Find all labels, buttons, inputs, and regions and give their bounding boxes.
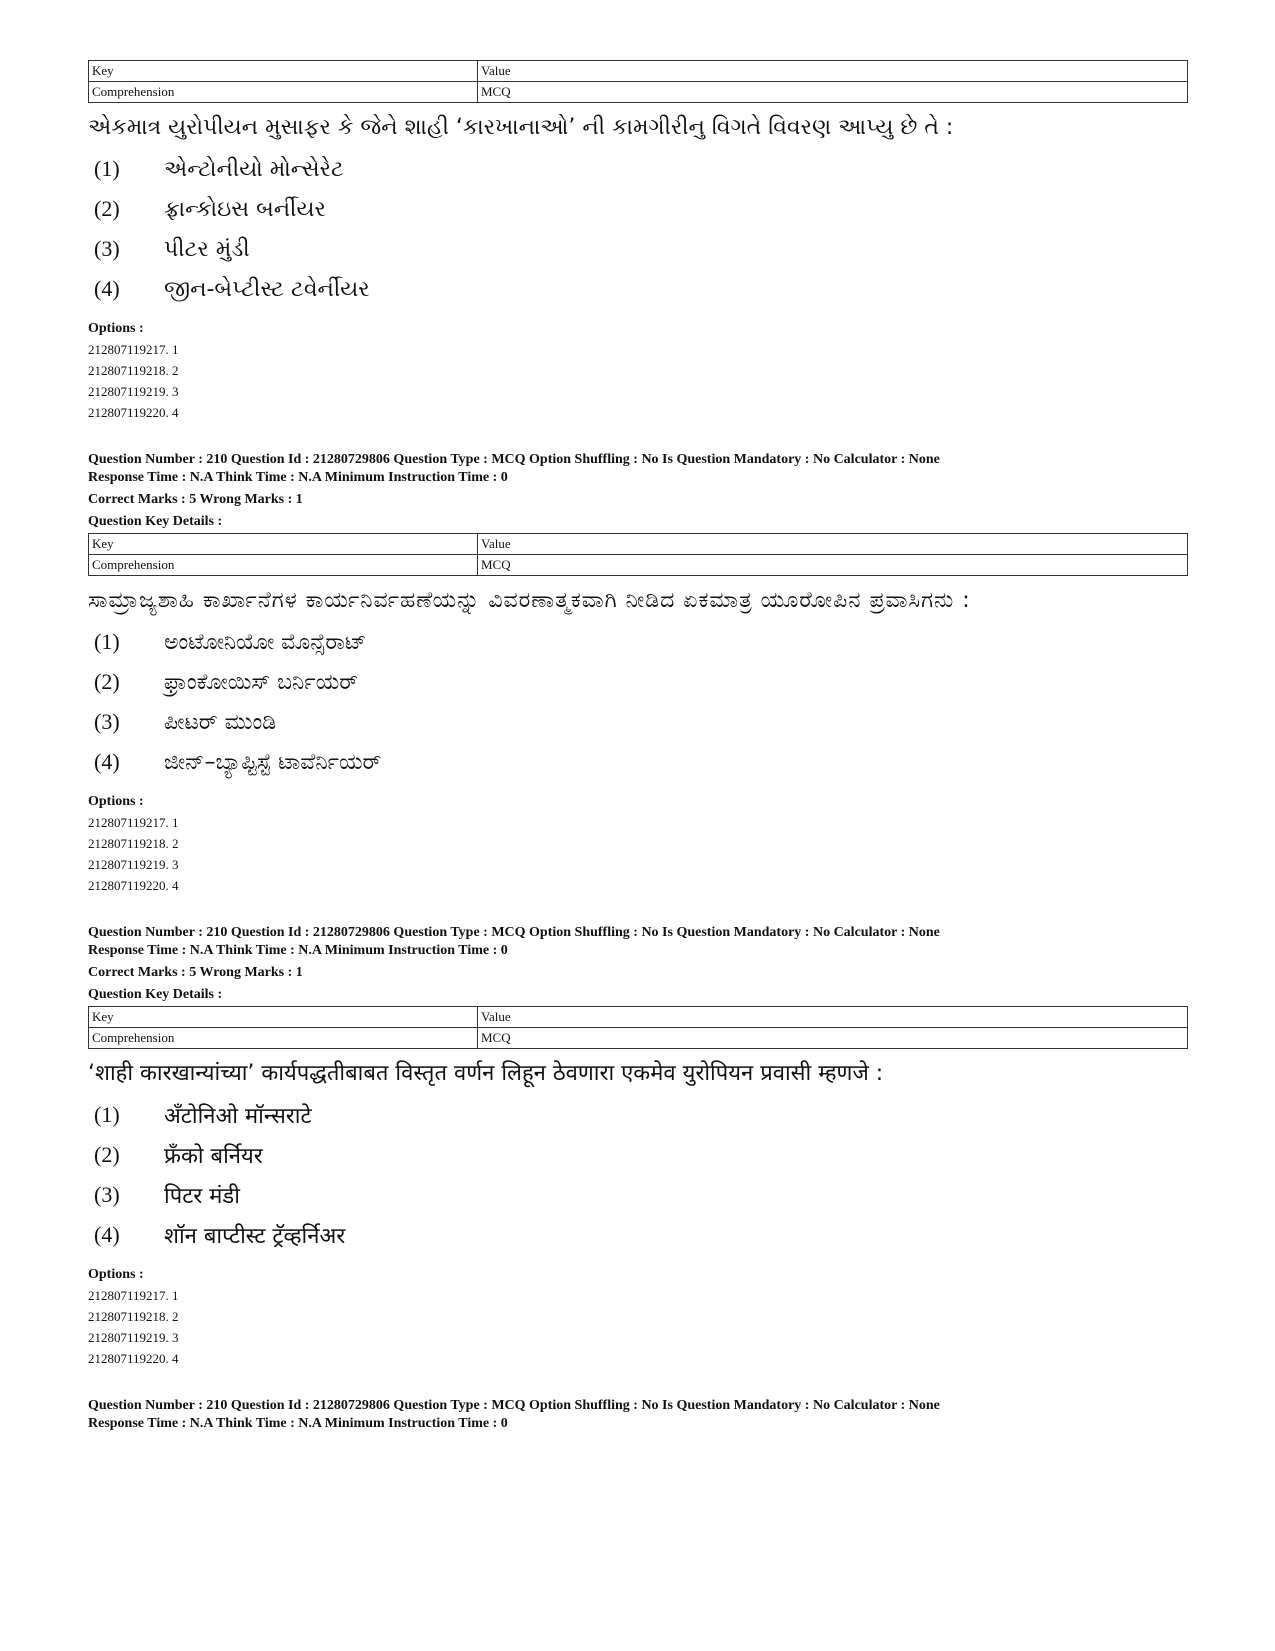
response-time: Response Time : N.A Think Time : N.A Minimum Instruction Time : 0 [88,470,508,485]
option-text: ಅಂಟೋನಿಯೋ ಮೊನ್ಸೆರಾಟ್ [164,629,367,655]
key-cell: Comprehension [89,1028,478,1049]
value-cell: MCQ [478,1028,1188,1049]
option-number: (2) [94,669,120,694]
question-section-3 [88,924,1188,1369]
table-header-row [89,534,1188,555]
answer-options [88,149,1188,309]
option-number: (2) [94,196,120,221]
answer-option [88,269,1188,309]
value-header-cell: Value [478,1007,1188,1028]
option-id: 212807119219. 3 [88,384,179,399]
key-value-table [88,533,1188,576]
answer-option [88,1095,1188,1135]
answer-option [88,1135,1188,1175]
option-text: ಫ್ರಾಂಕೋಯಿಸ್ ಬರ್ನಿಯರ್ [164,669,359,695]
answer-option [88,1215,1188,1255]
table-header-row [89,61,1188,82]
option-text: अँटोनिओ मॉन्सराटे [164,1104,312,1129]
table-row [89,1028,1188,1049]
option-text: फ्रँको बर्नियर [164,1144,263,1169]
option-text: ફ્રાન્કોઇસ બર્નીયર [164,196,326,222]
answer-option [88,1175,1188,1215]
option-number: (1) [94,156,120,181]
answer-option [88,229,1188,269]
response-time: Response Time : N.A Think Time : N.A Minimum Instruction Time : 0 [88,1416,508,1431]
option-number: (3) [94,236,120,261]
question-meta: Question Number : 210 Question Id : 21280729806 Question Type : MCQ Option Shuffling : No Is Question Mandatory : No Calculator : None [88,1398,940,1413]
answer-options [88,1095,1188,1255]
options-label: Options : [88,794,144,809]
option-id: 212807119220. 4 [88,1351,179,1366]
question-section-1 [88,60,1188,423]
value-header-cell: Value [478,534,1188,555]
option-text: પીટર મુંડી [164,236,250,262]
answer-option [88,702,1188,742]
option-id: 212807119217. 1 [88,1288,179,1303]
document-page [88,60,1188,1433]
question-text: ‘शाही कारखान्यांच्या’ कार्यपद्धतीबाबत विस्तृत वर्णन लिहून ठेवणारा एकमेव युरोपियन प्रवासी म्हणजे : [88,1061,884,1086]
key-value-table [88,60,1188,103]
answer-option [88,189,1188,229]
option-number: (1) [94,1102,120,1127]
key-header-cell: Key [89,534,478,555]
option-number: (2) [94,1142,120,1167]
question-section-4 [88,1397,1188,1433]
question-key-details: Question Key Details : [88,987,223,1002]
option-text: पिटर मंडी [164,1184,240,1209]
response-time: Response Time : N.A Think Time : N.A Minimum Instruction Time : 0 [88,943,508,958]
key-header-cell: Key [89,1007,478,1028]
option-number: (1) [94,629,120,654]
option-id: 212807119220. 4 [88,405,179,420]
value-cell: MCQ [478,82,1188,103]
key-header-cell: Key [89,61,478,82]
option-id: 212807119218. 2 [88,1309,179,1324]
table-row [89,555,1188,576]
table-row [89,82,1188,103]
option-id: 212807119217. 1 [88,815,179,830]
question-meta: Question Number : 210 Question Id : 21280729806 Question Type : MCQ Option Shuffling : No Is Question Mandatory : No Calculator : None [88,925,940,940]
option-text: એન્ટોનીયો મોન્સેરેટ [164,156,344,182]
key-cell: Comprehension [89,82,478,103]
answer-option [88,742,1188,782]
question-text: ಸಾಮ್ರಾಜ್ಯಶಾಹಿ ಕಾರ್ಖಾನೆಗಳ ಕಾರ್ಯನಿರ್ವಹಣೆಯನ್ನು ವಿವರಣಾತ್ಮಕವಾಗಿ ನೀಡಿದ ಏಕಮಾತ್ರ ಯೂರೋಪಿನ ಪ್ರವಾಸಿಗನು : [88,588,971,613]
key-cell: Comprehension [89,555,478,576]
option-id: 212807119217. 1 [88,342,179,357]
option-number: (4) [94,276,120,301]
marks: Correct Marks : 5 Wrong Marks : 1 [88,492,303,507]
option-number: (4) [94,749,120,774]
value-header-cell: Value [478,61,1188,82]
option-number: (3) [94,709,120,734]
option-id: 212807119220. 4 [88,878,179,893]
option-id: 212807119218. 2 [88,836,179,851]
options-label: Options : [88,321,144,336]
marks: Correct Marks : 5 Wrong Marks : 1 [88,965,303,980]
key-value-table [88,1006,1188,1049]
answer-options [88,622,1188,782]
table-header-row [89,1007,1188,1028]
answer-option [88,149,1188,189]
option-number: (4) [94,1222,120,1247]
answer-option [88,662,1188,702]
question-text: એકમાત્ર યુરોપીયન મુસાફર કે જેને શાહી ‘કારખાનાઓ’ ની કામગીરીનુ વિગતે વિવરણ આપ્યુ છે તે : [88,115,954,140]
question-meta: Question Number : 210 Question Id : 21280729806 Question Type : MCQ Option Shuffling : No Is Question Mandatory : No Calculator : None [88,452,940,467]
options-label: Options : [88,1267,144,1282]
option-text: ಜೀನ್–ಬ್ಯಾಪ್ಟಿಸ್ಟೆ ಟಾವೆರ್ನಿಯರ್ [164,749,382,775]
option-id: 212807119219. 3 [88,1330,179,1345]
option-text: शॉन बाप्टीस्ट ट्रॅव्हर्निअर [164,1224,346,1249]
answer-option [88,622,1188,662]
option-text: જીન-બેપ્ટીસ્ટ ટવેર્નીયર [164,276,370,302]
question-key-details: Question Key Details : [88,514,223,529]
option-id: 212807119218. 2 [88,363,179,378]
option-id: 212807119219. 3 [88,857,179,872]
value-cell: MCQ [478,555,1188,576]
option-number: (3) [94,1182,120,1207]
option-text: ಪೀಟರ್ ಮುಂಡಿ [164,709,277,735]
question-section-2 [88,451,1188,896]
